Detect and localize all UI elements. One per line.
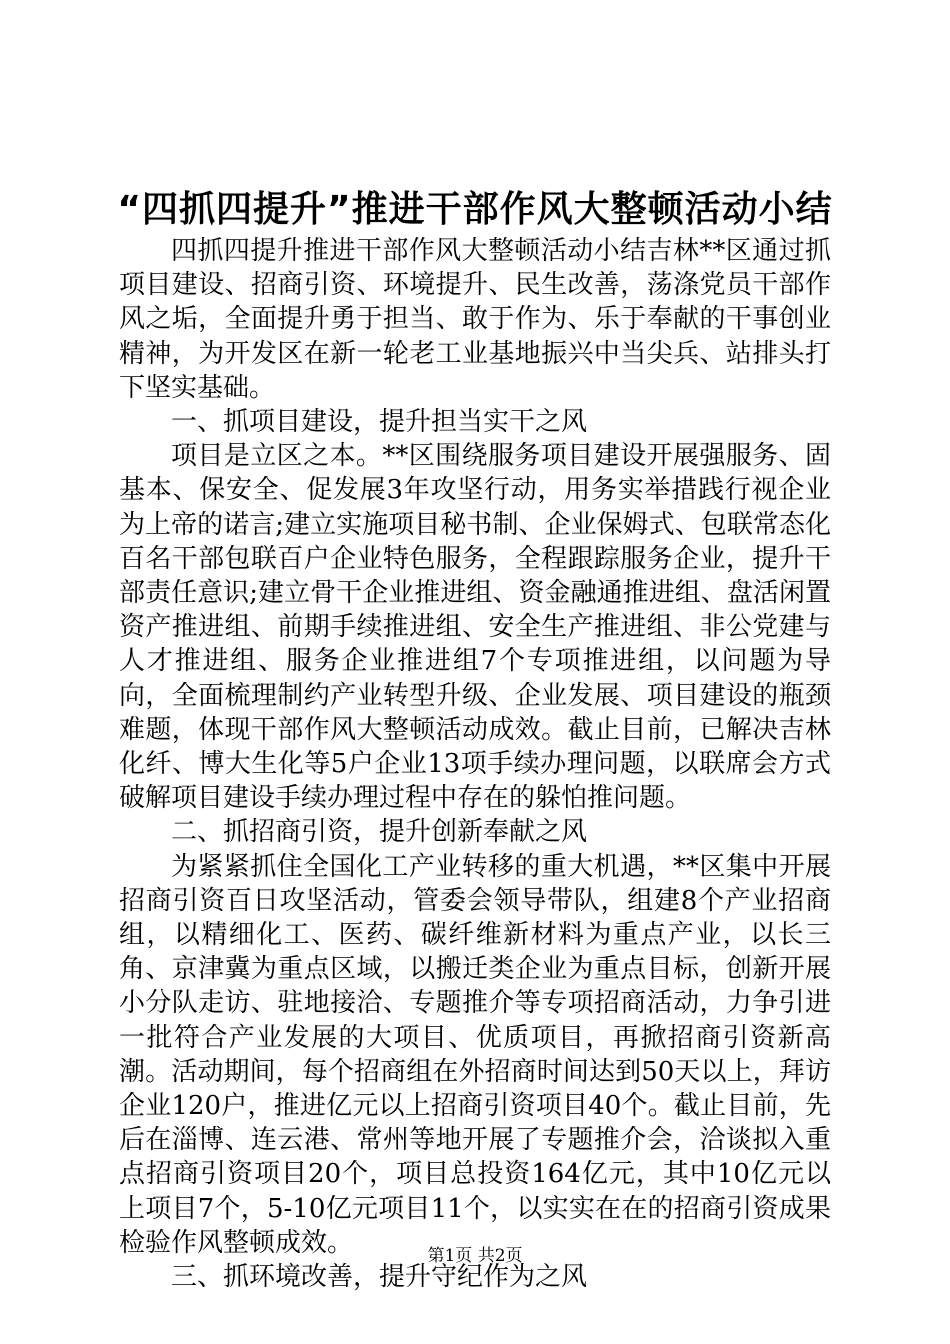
paragraph-intro: 四抓四提升推进干部作风大整顿活动小结吉林**区通过抓项目建设、招商引资、环境提升、民生改善，荡涤党员干部作风之垢，全面提升勇于担当、敢于作为、乐于奉献的干事创业精神，为开发区在新一轮老工业基地振兴中当尖兵、站排头打下坚实基础。 <box>119 236 831 403</box>
section-heading-3: 三、抓环境改善，提升守纪作为之风 <box>171 1262 588 1293</box>
page-number-footer: 第1页 共2页 <box>427 1246 523 1266</box>
section-heading-2: 二、抓招商引资，提升创新奉献之风 <box>171 817 588 848</box>
document-body <box>119 234 831 1294</box>
section-heading-1: 一、抓项目建设，提升担当实干之风 <box>171 407 588 438</box>
paragraph-section-2: 为紧紧抓住全国化工产业转移的重大机遇，**区集中开展招商引资百日攻坚活动，管委会领导带队，组建8个产业招商组，以精细化工、医药、碳纤维新材料为重点产业，以长三角、京津冀为重点区域，以搬迁类企业为重点目标，创新开展小分队走访、驻地接洽、专题推介等专项招商活动，力争引进一批符合产业发展的大项目、优质项目，再掀招商引资新高潮。活动期间，每个招商组在外招商时间达到50天以上，拜访企业120户，推进亿元以上招商引资项目40个。截止目前，先后在淄博、连云港、常州等地开展了专题推介会，洽谈拟入重点招商引资项目20个，项目总投资164亿元，其中10亿元以上项目7个，5-10亿元项目11个，以实实在在的招商引资成果检验作风整顿成效。 <box>119 851 831 1258</box>
document-title: “四抓四提升”推进干部作风大整顿活动小结 <box>117 189 833 230</box>
paragraph-section-1: 项目是立区之本。**区围绕服务项目建设开展强服务、固基本、保安全、促发展3年攻坚行动，用务实举措践行视企业为上帝的诺言;建立实施项目秘书制、企业保姆式、包联常态化百名干部包联百户企业特色服务，全程跟踪服务企业，提升干部责任意识;建立骨干企业推进组、资金融通推进组、盘活闲置资产推进组、前期手续推进组、安全生产推进组、非公党建与人才推进组、服务企业推进组7个专项推进组，以问题为导向，全面梳理制约产业转型升级、企业发展、项目建设的瓶颈难题，体现干部作风大整顿活动成效。截止目前，已解决吉林化纤、博大生化等5户企业13项手续办理问题，以联席会方式破解项目建设手续办理过程中存在的躲怕推问题。 <box>119 441 831 814</box>
